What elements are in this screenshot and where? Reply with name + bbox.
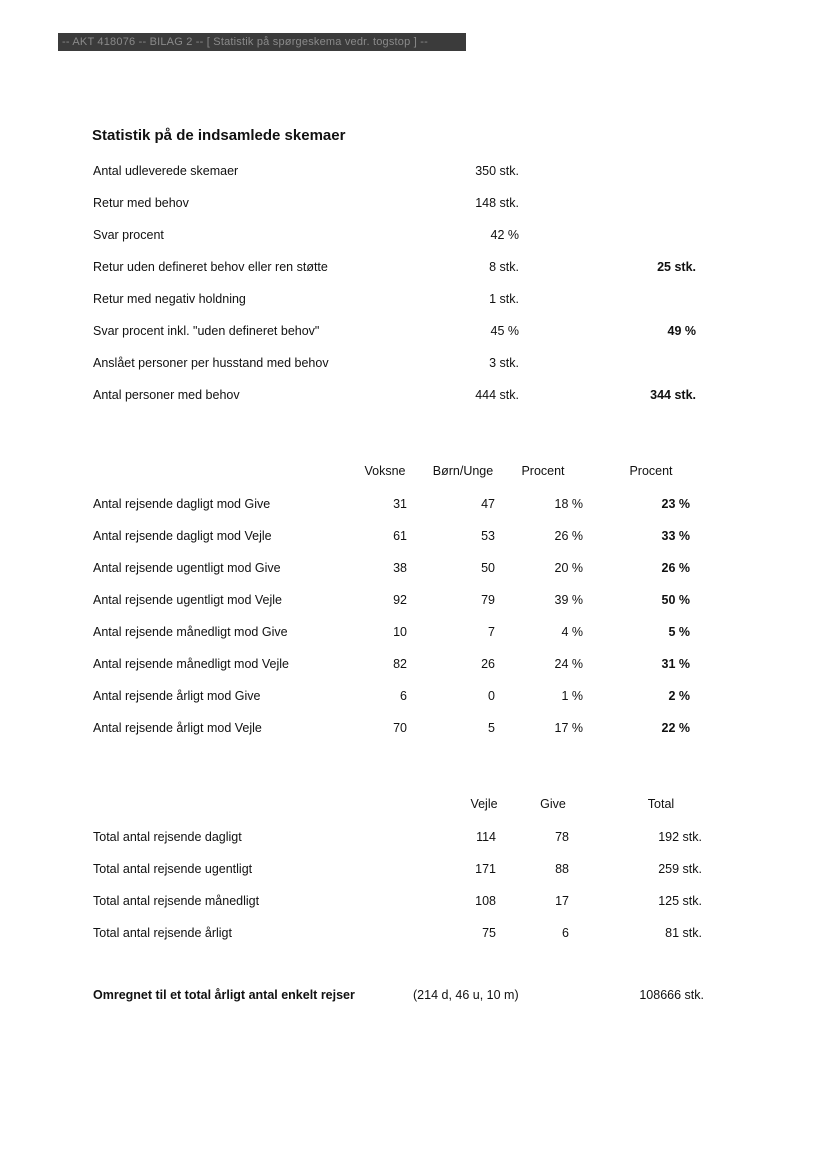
- travel-adults-value: 10: [393, 625, 407, 639]
- travel-row-label: Antal rejsende dagligt mod Vejle: [93, 529, 272, 543]
- travel-row-label: Antal rejsende dagligt mod Give: [93, 497, 271, 511]
- totals-column-header: Give: [540, 797, 566, 811]
- travel-adults-value: 38: [393, 561, 407, 575]
- stat-label: Antal udleverede skemaer: [93, 164, 239, 178]
- travel-percent2-value: 23 %: [661, 497, 690, 511]
- totals-vejle-value: 114: [476, 830, 496, 844]
- travel-kids-value: 7: [488, 625, 495, 639]
- travel-row-label: Antal rejsende ugentligt mod Vejle: [93, 593, 283, 607]
- travel-column-header: Procent: [629, 464, 673, 478]
- totals-vejle-value: 75: [482, 926, 496, 940]
- totals-give-value: 88: [555, 862, 569, 876]
- travel-percent2-value: 5 %: [668, 625, 690, 639]
- travel-percent2-value: 26 %: [661, 561, 690, 575]
- totals-total-value: 81 stk.: [665, 926, 702, 940]
- annual-trips-label: Omregnet til et total årligt antal enkelt rejser: [93, 988, 355, 1002]
- travel-kids-value: 53: [481, 529, 495, 543]
- stat-label: Antal personer med behov: [93, 388, 240, 402]
- travel-percent2-value: 22 %: [661, 721, 690, 735]
- stat-extra-value: 344 stk.: [650, 388, 696, 402]
- page-title: Statistik på de indsamlede skemaer: [92, 127, 346, 144]
- travel-percent-value: 39 %: [554, 593, 583, 607]
- travel-row-label: Antal rejsende månedligt mod Give: [93, 625, 288, 639]
- stat-value: 3 stk.: [489, 356, 519, 370]
- travel-percent-value: 17 %: [554, 721, 583, 735]
- travel-percent-value: 4 %: [561, 625, 583, 639]
- document-stamp: -- AKT 418076 -- BILAG 2 -- [ Statistik på spørgeskema vedr. togstop ] --: [58, 33, 466, 51]
- travel-kids-value: 5: [488, 721, 495, 735]
- stat-value: 444 stk.: [475, 388, 519, 402]
- travel-row-label: Antal rejsende årligt mod Give: [93, 689, 261, 703]
- travel-adults-value: 70: [393, 721, 407, 735]
- travel-adults-value: 92: [393, 593, 407, 607]
- totals-vejle-value: 171: [475, 862, 496, 876]
- travel-kids-value: 26: [481, 657, 495, 671]
- totals-total-value: 192 stk.: [658, 830, 702, 844]
- travel-percent-value: 24 %: [554, 657, 583, 671]
- travel-percent2-value: 2 %: [668, 689, 690, 703]
- travel-kids-value: 79: [481, 593, 495, 607]
- travel-kids-value: 47: [481, 497, 495, 511]
- totals-row-label: Total antal rejsende ugentligt: [93, 862, 253, 876]
- travel-column-header: Voksne: [364, 464, 406, 478]
- stat-extra-value: 49 %: [667, 324, 696, 338]
- travel-kids-value: 0: [488, 689, 495, 703]
- travel-adults-value: 31: [393, 497, 407, 511]
- stat-label: Retur med behov: [93, 196, 189, 210]
- totals-column-header: Vejle: [470, 797, 498, 811]
- travel-percent-value: 26 %: [554, 529, 583, 543]
- stat-value: 1 stk.: [489, 292, 519, 306]
- travel-column-header: Børn/Unge: [432, 464, 494, 478]
- stat-label: Anslået personer per husstand med behov: [93, 356, 329, 370]
- stat-label: Svar procent: [93, 228, 164, 242]
- travel-percent2-value: 33 %: [661, 529, 690, 543]
- totals-give-value: 6: [562, 926, 569, 940]
- travel-percent-value: 18 %: [554, 497, 583, 511]
- totals-give-value: 17: [555, 894, 569, 908]
- stat-label: Svar procent inkl. "uden defineret behov": [93, 324, 320, 338]
- travel-row-label: Antal rejsende ugentligt mod Give: [93, 561, 281, 575]
- travel-adults-value: 61: [393, 529, 407, 543]
- totals-row-label: Total antal rejsende årligt: [93, 926, 232, 940]
- travel-percent-value: 1 %: [561, 689, 583, 703]
- totals-row-label: Total antal rejsende månedligt: [93, 894, 260, 908]
- totals-row-label: Total antal rejsende dagligt: [93, 830, 242, 844]
- stat-value: 148 stk.: [475, 196, 519, 210]
- totals-vejle-value: 108: [475, 894, 496, 908]
- annual-trips-basis: (214 d, 46 u, 10 m): [413, 988, 519, 1002]
- travel-row-label: Antal rejsende månedligt mod Vejle: [93, 657, 289, 671]
- totals-column-header: Total: [647, 797, 675, 811]
- stat-label: Retur uden defineret behov eller ren støtte: [93, 260, 328, 274]
- totals-total-value: 259 stk.: [658, 862, 702, 876]
- stat-value: 350 stk.: [475, 164, 519, 178]
- annual-trips-value: 108666 stk.: [639, 988, 704, 1002]
- stat-label: Retur med negativ holdning: [93, 292, 246, 306]
- travel-percent2-value: 31 %: [661, 657, 690, 671]
- totals-give-value: 78: [555, 830, 569, 844]
- travel-adults-value: 6: [400, 689, 407, 703]
- travel-column-header: Procent: [521, 464, 565, 478]
- stat-value: 45 %: [490, 324, 519, 338]
- travel-kids-value: 50: [481, 561, 495, 575]
- stat-value: 8 stk.: [489, 260, 519, 274]
- travel-percent-value: 20 %: [554, 561, 583, 575]
- stat-value: 42 %: [490, 228, 519, 242]
- stat-extra-value: 25 stk.: [657, 260, 696, 274]
- travel-row-label: Antal rejsende årligt mod Vejle: [93, 721, 262, 735]
- totals-total-value: 125 stk.: [658, 894, 702, 908]
- travel-percent2-value: 50 %: [661, 593, 690, 607]
- travel-adults-value: 82: [393, 657, 407, 671]
